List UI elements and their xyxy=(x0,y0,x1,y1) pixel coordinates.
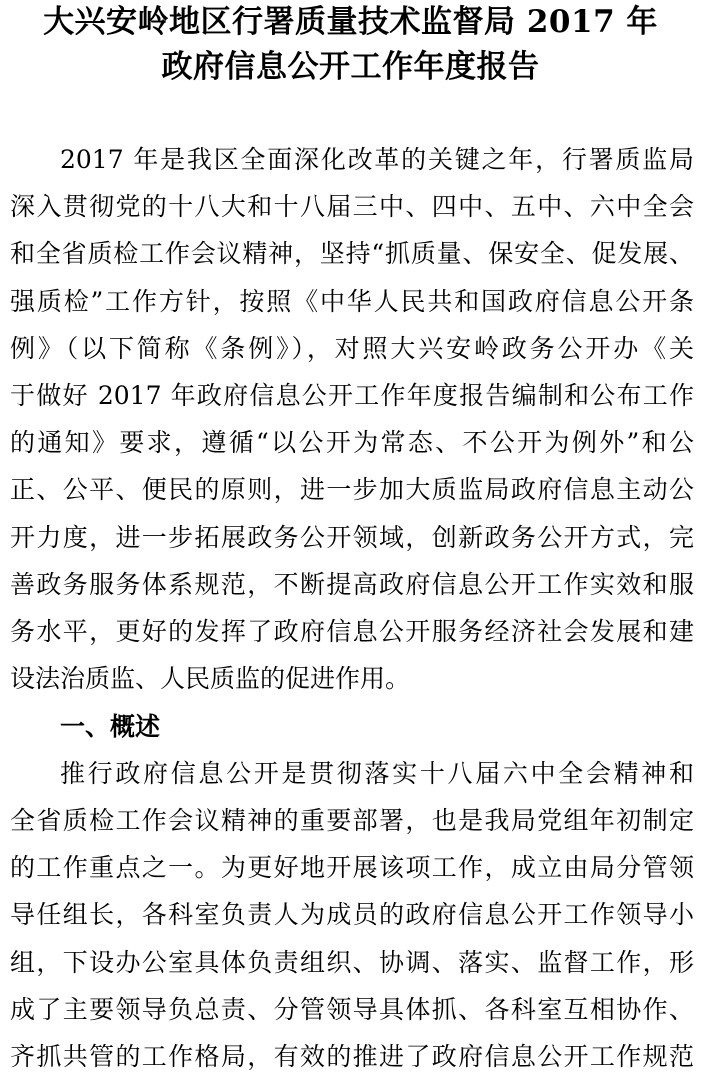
paragraph-2-line: 齐抓共管的工作格局，有效的推进了政府信息公开工作规范 xyxy=(10,1042,694,1071)
paragraph-1-line: 设法治质监、人民质监的促进作用。 xyxy=(10,664,411,693)
paragraph-1-line: 的通知》要求，遵循“以公开为常态、不公开为例外”和公 xyxy=(10,428,694,457)
paragraph-1-line: 例》（以下简称《条例》），对照大兴安岭政务公开办《关 xyxy=(10,334,694,363)
paragraph-2-line: 全省质检工作会议精神的重要部署，也是我局党组年初制定 xyxy=(10,806,694,835)
paragraph-1-line: 强质检”工作方针，按照《中华人民共和国政府信息公开条 xyxy=(10,287,694,316)
paragraph-2-line: 的工作重点之一。为更好地开展该项工作，成立由局分管领 xyxy=(10,853,694,882)
section-heading-overview: 一、概述 xyxy=(60,712,161,741)
paragraph-1-line: 正、公平、便民的原则，进一步加大质监局政府信息主动公 xyxy=(10,475,694,504)
report-title-line-2: 政府信息公开工作年度报告 xyxy=(161,49,540,85)
paragraph-1-line: 2017 年是我区全面深化改革的关键之年，行署质监局 xyxy=(60,145,694,174)
paragraph-1-line: 开力度，进一步拓展政务公开领域，创新政务公开方式，完 xyxy=(10,523,694,552)
paragraph-2-line: 组，下设办公室具体负责组织、协调、落实、监督工作，形 xyxy=(10,948,694,977)
paragraph-1-line: 深入贯彻党的十八大和十八届三中、四中、五中、六中全会 xyxy=(10,192,694,221)
paragraph-1-line: 于做好 2017 年政府信息公开工作年度报告编制和公布工作 xyxy=(10,381,694,410)
paragraph-2-line: 导任组长，各科室负责人为成员的政府信息公开工作领导小 xyxy=(10,900,694,929)
paragraph-1-line: 务水平，更好的发挥了政府信息公开服务经济社会发展和建 xyxy=(10,617,694,646)
paragraph-1-line: 善政务服务体系规范，不断提高政府信息公开工作实效和服 xyxy=(10,570,694,599)
paragraph-2-line: 成了主要领导负总责、分管领导具体抓、各科室互相协作、 xyxy=(10,995,694,1024)
report-title-line-1: 大兴安岭地区行署质量技术监督局 2017 年 xyxy=(43,4,658,40)
paragraph-2-line: 推行政府信息公开是贯彻落实十八届六中全会精神和 xyxy=(60,759,694,788)
paragraph-1-line: 和全省质检工作会议精神，坚持“抓质量、保安全、促发展、 xyxy=(10,239,694,268)
